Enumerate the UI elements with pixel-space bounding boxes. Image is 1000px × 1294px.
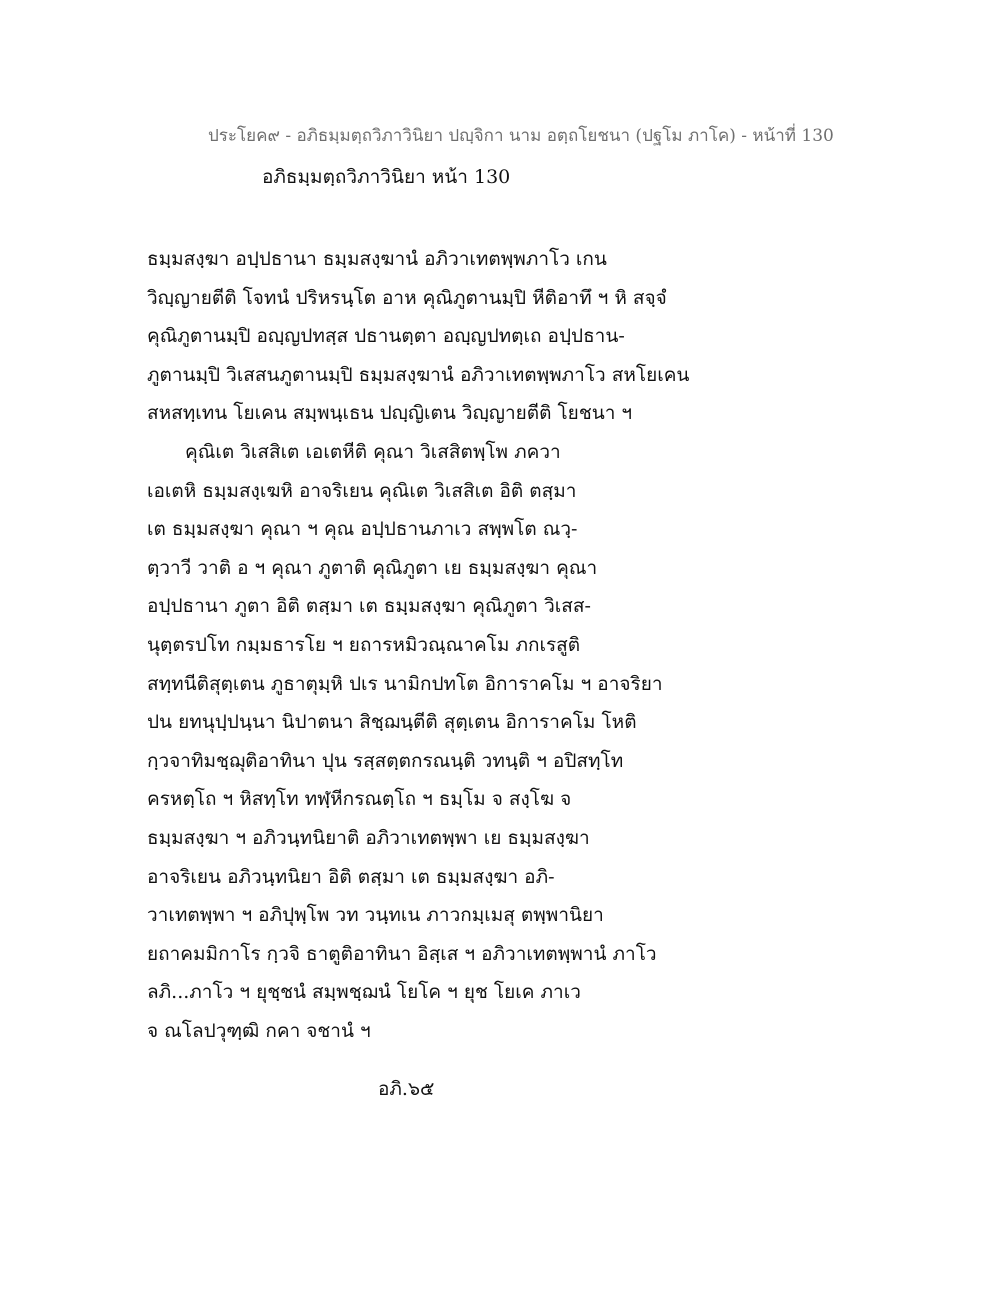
- text-line: อปฺปธานา ภูตา อิติ ตสฺมา เต ธมฺมสงฺฆา คุณิภูตา วิเสส-: [147, 595, 591, 618]
- text-line: อาจริเยน อภิวนฺทนิยา อิติ ตสฺมา เต ธมฺมสงฺฆา อภิ-: [147, 865, 555, 888]
- text-line: วาเทตพฺพา ฯ อภิปุพฺโพ วท วนฺทเน ภาวกมฺเมสุ ตพฺพานิยา: [147, 904, 604, 927]
- text-line: จ ณโลปวุฑฺฒิ กคา จชานํ ฯ: [147, 1019, 371, 1042]
- paragraph-start-line: คุณิเต วิเสสิเต เอเตหีติ คุณา วิเสสิตพฺโพ ภควา: [185, 440, 561, 463]
- text-line: คุณิภูตานมฺปิ อญฺญปทสฺส ปธานตฺตา อญฺญปทตฺเถ อปฺปธาน-: [147, 325, 625, 348]
- page-title: อภิธมฺมตฺถวิภาวินิยา หน้า 130: [262, 166, 511, 188]
- text-line: วิญฺญายตีติ โจทนํ ปริหรนฺโต อาห คุณิภูตานมฺปิ หีติอาทึ ฯ หิ สจฺจํ: [147, 286, 667, 309]
- text-line: สหสทฺเทน โยเคน สมฺพนฺเธน ปญฺญิเตน วิญฺญายตีติ โยชนา ฯ: [147, 402, 633, 425]
- text-line: กฺวจาทิมชฺฌุติอาทินา ปุน รสฺสตฺตกรณนฺติ วทนฺติ ฯ อปิสทฺโท: [147, 749, 624, 772]
- text-line: ครหตฺโถ ฯ หิสทฺโท ทฬฺหีกรณตฺโถ ฯ ธมฺโม จ สงฺโฆ จ: [147, 788, 572, 811]
- running-header: ประโยค๙ - อภิธมฺมตฺถวิภาวินิยา ปญฺจิกา นาม อตฺถโยชนา (ปฐโม ภาโค) - หน้าที่ 130: [208, 126, 834, 146]
- text-line: ยถาคมมิกาโร กฺวจิ ธาตูติอาทินา อิสฺเส ฯ อภิวาเทตพฺพานํ ภาโว: [147, 942, 657, 965]
- text-line: นุตฺตรปโท กมฺมธารโย ฯ ยถารหมิวณฺณาคโม ภกเรสูติ: [147, 633, 581, 656]
- text-line: ธมฺมสงฺฆา ฯ อภิวนฺทนิยาติ อภิวาเทตพฺพา เย ธมฺมสงฺฆา: [147, 826, 590, 849]
- text-line: เต ธมฺมสงฺฆา คุณา ฯ คุณ อปฺปธานภาเว สพฺพโต ณวฺ-: [147, 518, 578, 541]
- text-line: ภูตานมฺปิ วิเสสนภูตานมฺปิ ธมฺมสงฺฆานํ อภิวาเทตพฺพภาโว สหโยเคน: [147, 363, 690, 386]
- text-line: เอเตหิ ธมฺมสงฺเฆหิ อาจริเยน คุณิเต วิเสสิเต อิติ ตสฺมา: [147, 479, 577, 502]
- page-mark: อภิ.๖๕: [378, 1078, 435, 1100]
- body-text: [147, 240, 867, 1050]
- text-line: สทฺทนีติสุตฺเตน ภูธาตุมฺหิ ปเร นามิกปทโต อิการาคโม ฯ อาจริยา: [147, 672, 663, 695]
- text-line: ปน ยทนุปฺปนฺนา นิปาตนา สิชฺฌนฺตีติ สุตฺเตน อิการาคโม โหติ: [147, 711, 637, 734]
- text-line: ตฺวาวี วาติ อ ฯ คุณา ภูตาติ คุณิภูตา เย ธมฺมสงฺฆา คุณา: [147, 556, 598, 579]
- text-line: ธมฺมสงฺฆา อปฺปธานา ธมฺมสงฺฆานํ อภิวาเทตพฺพภาโว เกน: [147, 248, 607, 270]
- text-line: ลภิ...ภาโว ฯ ยุชฺชนํ สมฺพชฺฌนํ โยโค ฯ ยุช โยเค ภาเว: [147, 981, 581, 1004]
